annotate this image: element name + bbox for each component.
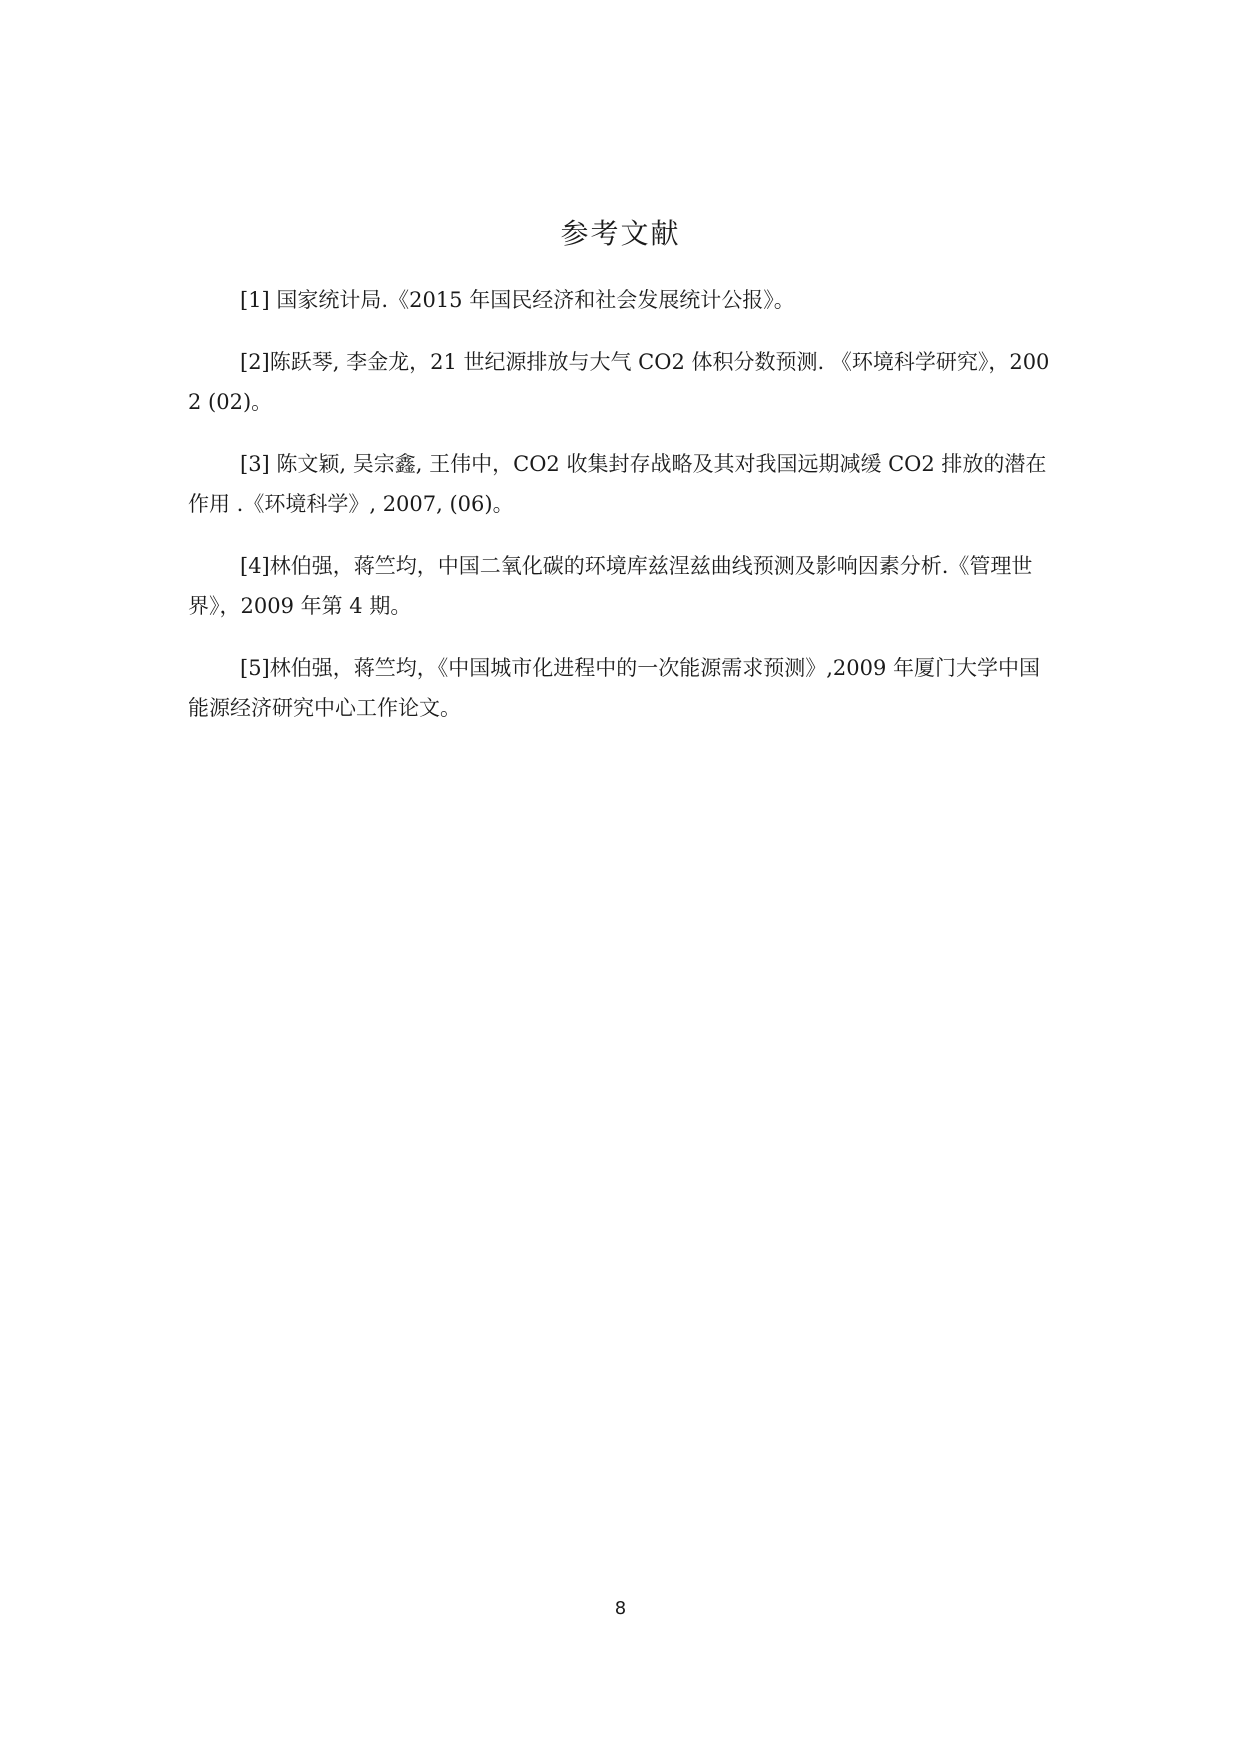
reference-list bbox=[188, 280, 1058, 750]
reference-item-5: [5]林伯强，蒋竺均，《中国城市化进程中的一次能源需求预测》,2009 年厦门大学中国能源经济研究中心工作论文。 bbox=[188, 656, 1041, 720]
page-title: 参考文献 bbox=[560, 217, 681, 250]
reference-item-3: [3] 陈文颖, 吴宗鑫, 王伟中，CO2 收集封存战略及其对我国远期减缓 CO2 排放的潜在作用 .《环境科学》, 2007, (06)。 bbox=[188, 452, 1047, 516]
reference-item-2: [2]陈跃琴, 李金龙，21 世纪源排放与大气 CO2 体积分数预测. 《环境科学研究》，2002 (02)。 bbox=[188, 350, 1050, 414]
page-number: 8 bbox=[614, 1598, 627, 1619]
reference-item-1: [1] 国家统计局.《2015 年国民经济和社会发展统计公报》。 bbox=[240, 288, 795, 312]
reference-item-4: [4]林伯强，蒋竺均，中国二氧化碳的环境库兹涅兹曲线预测及影响因素分析.《管理世界》，2009 年第 4 期。 bbox=[188, 554, 1033, 618]
